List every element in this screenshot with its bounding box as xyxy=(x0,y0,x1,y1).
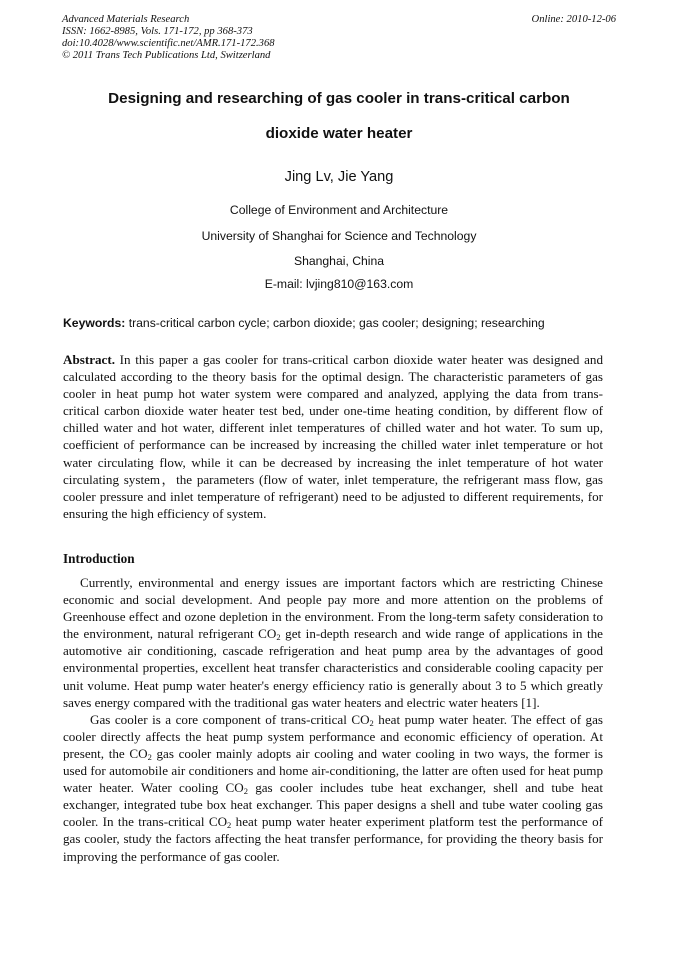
intro-p2-text-1: Gas cooler is a core component of trans-critical CO xyxy=(90,711,370,727)
subscript-2: 2 xyxy=(276,632,281,643)
subscript-2: 2 xyxy=(243,786,248,797)
abstract xyxy=(63,351,603,522)
keywords xyxy=(63,316,545,330)
journal-name: Advanced Materials Research xyxy=(62,14,190,25)
issn-line: ISSN: 1662-8985, Vols. 171-172, pp 368-373 xyxy=(62,26,253,37)
section-heading-introduction: Introduction xyxy=(63,551,135,566)
intro-p1-text-b: get in-depth research and wide range of applications in the automotive air conditioning, cascade refrigeration and heat pump area by the advantages of good environmental properties, excellent heat transfer characteristics and considerable cooling capacity per unit volume. Heat pump water heater's energy efficiency ratio is generally about 3 to 5 which greatly saves energy compared with the traditional gas water heaters and electric water heaters [1]. xyxy=(63,626,603,710)
intro-paragraph-1 xyxy=(63,574,603,711)
affiliation-email: E-mail: lvjing810@163.com xyxy=(264,277,414,291)
abstract-label: Abstract. xyxy=(63,352,115,367)
copyright-line: © 2011 Trans Tech Publications Ltd, Switzerland xyxy=(62,50,271,61)
title-line-2: dioxide water heater xyxy=(265,125,413,142)
keywords-text: trans-critical carbon cycle; carbon dioxide; gas cooler; designing; researching xyxy=(128,316,545,330)
intro-p1-text-a: Currently, environmental and energy issues are important factors which are restricting Chinese economic and social development. And people pay more and more attention on the problems of Greenhouse effect and ozone depletion in the environment. From the long-term safety consideration to the environment, natural refrigerant CO xyxy=(63,575,603,642)
authors: Jing Lv, Jie Yang xyxy=(284,169,394,185)
subscript-2: 2 xyxy=(369,717,374,728)
affiliation-dept: College of Environment and Architecture xyxy=(229,203,449,217)
subscript-2: 2 xyxy=(147,751,152,762)
intro-p2-text-5: heat pump water heater experiment platform test the performance of gas cooler, study the factors affecting the heat transfer performance, for providing the theory basis for improving the performance of gas cooler. xyxy=(63,814,603,864)
abstract-text: In this paper a gas cooler for trans-critical carbon dioxide water heater was designed and calculated according to the theory basis for the optimal design. The characteristic parameters of gas cooler in heat pump hot water system were compared and analyzed, applying the data from trans-critical carbon dioxide water heater test bed, under one-time heating condition, by different flow of chilled water and hot water, different inlet temperatures of chilled water and hot water. To sum up, coefficient of performance can be increased by increasing the chilled water inlet temperature or hot water circulating flow, while it can be decreased by increasing the inlet temperature of hot water circulating system，the parameters (flow of water, inlet temperature, the refrigerant mass flow, gas cooler pressure and inlet temperature of refrigerant) need to be adjusted to different requirements, for ensuring the high efficiency of system. xyxy=(63,352,603,521)
introduction-body xyxy=(63,574,603,865)
subscript-2: 2 xyxy=(227,820,232,831)
doi-line: doi:10.4028/www.scientific.net/AMR.171-172.368 xyxy=(62,38,275,49)
intro-paragraph-2 xyxy=(63,711,603,865)
intro-p2-text-2: heat pump water heater. The effect of gas cooler directly affects the heat pump system performance and economic efficiency of operation. At present, the CO xyxy=(63,711,603,761)
affiliation-university: University of Shanghai for Science and Technology xyxy=(201,229,477,243)
intro-p2-text-3: gas cooler mainly adopts air cooling and water cooling in two ways, the former is used for automobile air conditioners and home air-conditioning, the latter are often used for heat pump water heater. Water cooling CO xyxy=(63,745,603,796)
title-line-1: Designing and researching of gas cooler in trans-critical carbon xyxy=(108,90,570,107)
keywords-label: Keywords: xyxy=(63,316,126,330)
journal-header xyxy=(62,14,275,62)
online-date: Online: 2010-12-06 xyxy=(531,14,616,25)
intro-p2-text-4: gas cooler includes tube heat exchanger, shell and tube heat exchanger, integrated tube box heat exchanger. This paper designs a shell and tube water cooling gas cooler. In the trans-critical CO xyxy=(63,780,603,830)
affiliation-city: Shanghai, China xyxy=(293,254,385,268)
